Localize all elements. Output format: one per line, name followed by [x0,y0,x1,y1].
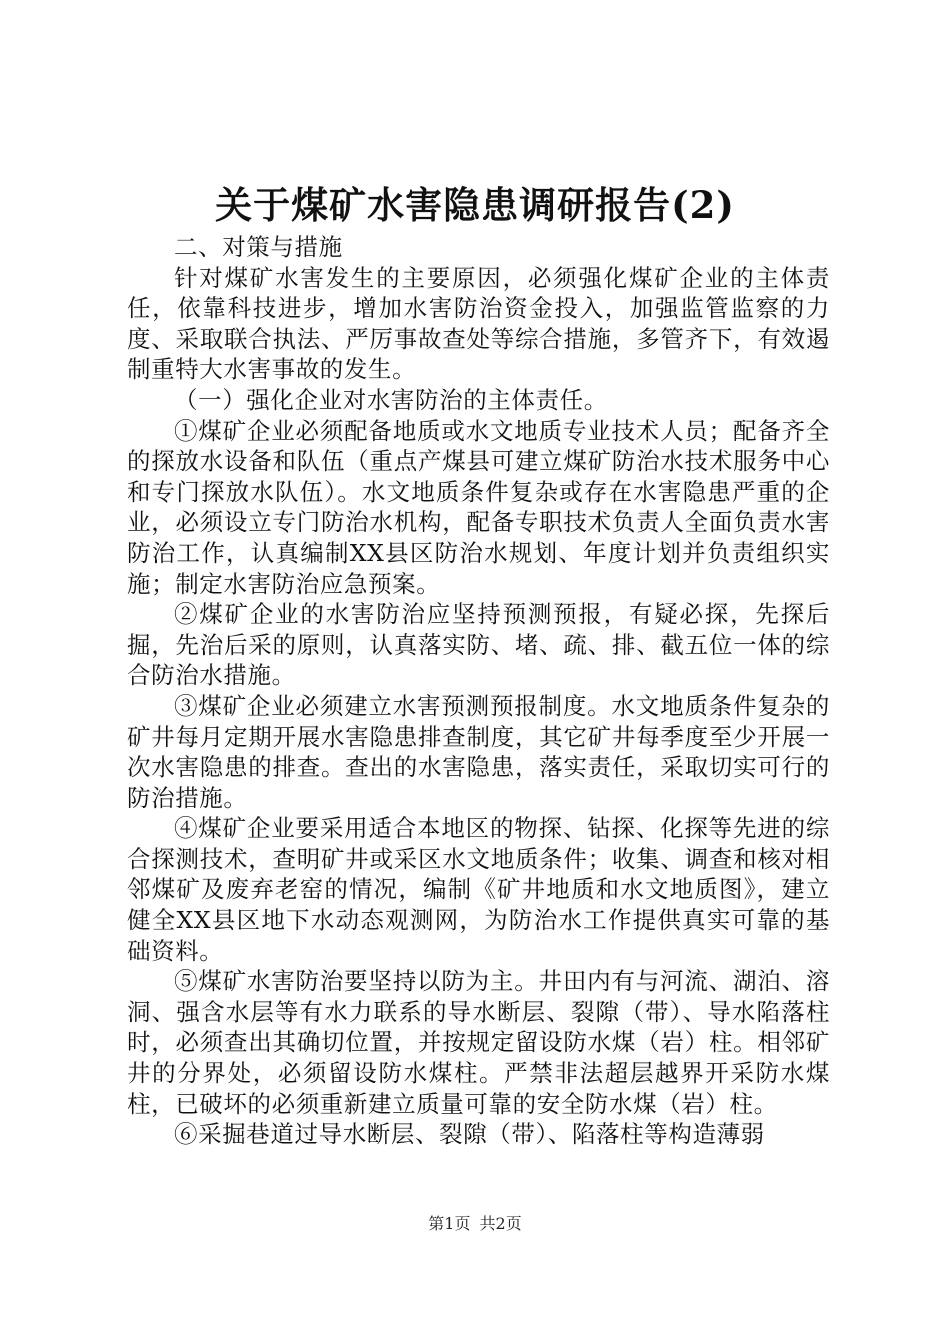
paragraph: ②煤矿企业的水害防治应坚持预测预报，有疑必探，先探后掘，先治后采的原则，认真落实防、堵、疏、排、截五位一体的综合防治水措施。 [127,600,830,690]
paragraph: ⑤煤矿水害防治要坚持以防为主。井田内有与河流、湖泊、溶洞、强含水层等有水力联系的导水断层、裂隙（带）、导水陷落柱时，必须查出其确切位置，并按规定留设防水煤（岩）柱。相邻矿井的分界处，必须留设防水煤柱。严禁非法超层越界开采防水煤柱，已破坏的必须重新建立质量可靠的安全防水煤（岩）柱。 [127,967,830,1118]
paragraph: ①煤矿企业必须配备地质或水文地质专业技术人员；配备齐全的探放水设备和队伍（重点产煤县可建立煤矿防治水技术服务中心和专门探放水队伍）。水文地质条件复杂或存在水害隐患严重的企业，必须设立专门防治水机构，配备专职技术负责人全面负责水害防治工作，认真编制XX县区防治水规划、年度计划并负责组织实施；制定水害防治应急预案。 [127,416,830,598]
document-title: 关于煤矿水害隐患调研报告(2) [215,183,735,227]
subsection-heading: （一）强化企业对水害防治的主体责任。 [174,385,608,414]
paragraph: ③煤矿企业必须建立水害预测预报制度。水文地质条件复杂的矿井每月定期开展水害隐患排查制度，其它矿井每季度至少开展一次水害隐患的排查。查出的水害隐患，落实责任，采取切实可行的防治措施。 [127,691,830,812]
document-body [127,232,830,1150]
paragraph: ④煤矿企业要采用适合本地区的物探、钻探、化探等先进的综合探测技术，查明矿井或采区水文地质条件；收集、调查和核对相邻煤矿及废弃老窑的情况，编制《矿井地质和水文地质图》，建立健全XX县区地下水动态观测网，为防治水工作提供真实可靠的基础资料。 [127,814,830,965]
page-total: 共2页 [479,1214,522,1233]
page-number: 第1页 [428,1214,471,1233]
paragraph: 针对煤矿水害发生的主要原因，必须强化煤矿企业的主体责任，依靠科技进步，增加水害防治资金投入，加强监管监察的力度、采取联合执法、严厉事故查处等综合措施，多管齐下，有效遏制重特大水害事故的发生。 [127,263,830,384]
page-footer [0,1213,950,1235]
paragraph: ⑥采掘巷道过导水断层、裂隙（带）、陷落柱等构造薄弱 [174,1120,765,1149]
section-heading: 二、对策与措施 [174,233,343,261]
